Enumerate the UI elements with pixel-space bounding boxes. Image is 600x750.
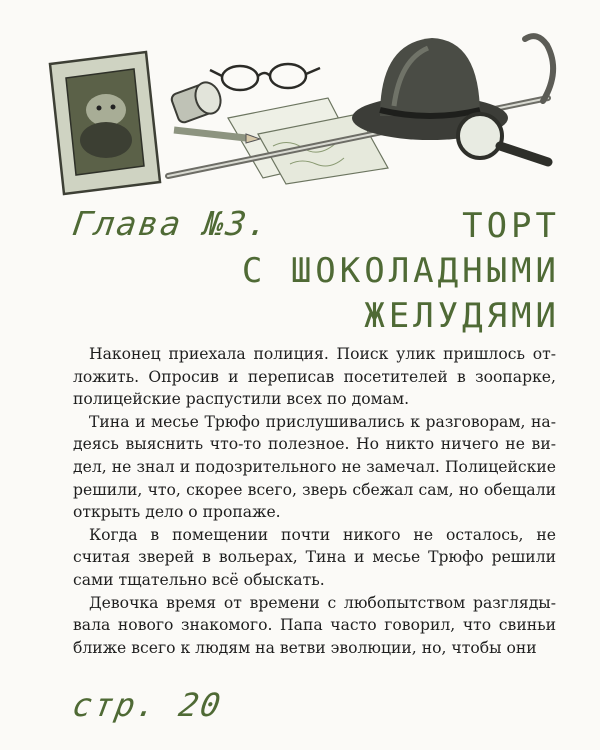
chapter-title-line-1: ТОРТ xyxy=(462,206,560,246)
spyglass xyxy=(170,79,225,124)
detective-props-illustration xyxy=(28,6,588,196)
paragraph: Наконец приехала полиция. Поиск улик пришлось отложить. Опросив и переписав посетителей в зоопарке, полицейские распустили всех по домам. xyxy=(73,345,556,409)
chapter-label: Глава №3. xyxy=(70,204,273,243)
chapter-body-text xyxy=(73,343,556,659)
paragraph: Тина и месье Трюфо прислушивались к разговорам, надеясь выяснить что-то полезное. Но никто ничего не видел, не знал и подозрительного не замечал. Полицейские решили, что, скорее всего, зверь сбежал сам, но обещали открыть дело о пропаже. xyxy=(73,412,556,522)
page-number: стр. 20 xyxy=(69,686,226,724)
picture-frame xyxy=(50,52,160,194)
paragraph: Девочка время от времени с любопытством разглядывала нового знакомого. Папа часто говорил, что свиньи ближе всего к людям на ветви эволюции, но, чтобы они xyxy=(73,593,556,657)
chapter-title-line-2: С ШОКОЛАДНЫМИ xyxy=(241,251,560,291)
glasses xyxy=(210,64,320,90)
paragraph: Когда в помещении почти никого не осталось, не считая зверей в вольерах, Тина и месье Трюфо решили сами тщательно всё обыскать. xyxy=(73,525,556,589)
chapter-title xyxy=(230,204,560,339)
chapter-title-line-3: ЖЕЛУДЯМИ xyxy=(364,296,560,336)
